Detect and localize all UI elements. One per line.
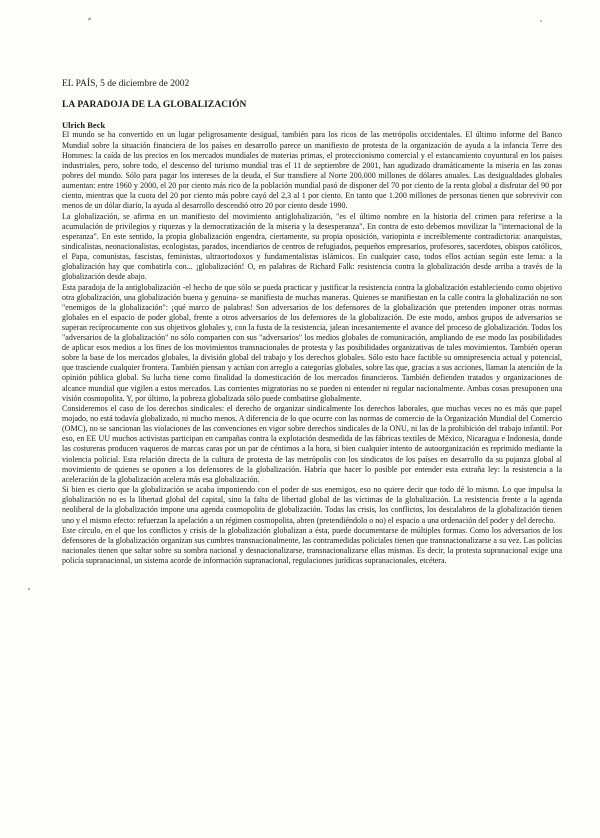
- article-paragraph: Este círculo, en el que los conflictos y crisis de la globalización globalizan a ésta, puede documentarse de múltiples formas. Como los adversarios de los defensores de la globalización organizan sus cumbres transnacionalmente, las contramedidas policiales tienen que transnacionalizarse a su vez. Las policías nacionales tienen que saltar sobre su sombra nacional y desnacionalizarse, transnacionalizarse ellas mismas. Es decir, la protesta supranacional exige una policía supranacional, un sistema acorde de información supranacional, regulaciones jurídicas supranacionales, etcétera.: [62, 526, 562, 566]
- article-paragraph: La globalización, se afirma en un manifiesto del movimiento antiglobalización, "es el último nombre en la historia del crimen para referirse a la acumulación de privilegios y riquezas y la democratización de la miseria y la desesperanza". En contra de esto debemos movilizar la "internacional de la esperanza". En este sentido, la propia globalización engendra, ciertamente, su propia oposición, variopinta e increíblemente contradictoria: anarquistas, sindicalistas, neonacionalistas, ecologistas, parados, incendiarios de centros de refugiados, pequeños empresarios, profesores, sacerdotes, obispos católicos, el Papa, comunistas, fascistas, feministas, ultraortodoxos y fundamentalistas islámicos. En cualquier caso, todos ellos actúan según este lema: a la globalización hay que combatirla con... ¡globalización! O, en palabras de Richard Falk: resistencia contra la globalización desde arriba a través de la globalización desde abajo.: [62, 211, 562, 282]
- scan-speck: [28, 588, 30, 590]
- article-paragraph: Esta paradoja de la antiglobalización -el hecho de que sólo se pueda practicar y justificar la resistencia contra la globalización estableciendo como objetivo otra globalización, una globalización buena y genuina- se manifiesta de muchas maneras. Quienes se manifiestan en la calle contra la globalización no son "enemigos de la globalización": ¡qué marco de palabras! Son adversarios de los defensores de la globalización que pretenden imponer otras normas globales en el espacio de poder global, frente a otros adversarios de los defensores de la globalización. De este modo, ambos grupos de adversarios se superan recíprocamente con sus objetivos globales y, con la fusta de la resistencia, jalean incesantemente el avance del proceso de globalización. Todos los "adversarios de la globalización" no sólo comparten con sus "adversarios" los medios globales de comunicación, ampliando de ese modo las posibilidades de aplicar esos medios a los fines de los movimientos transnacionales de protesta y las posibilidades organizativas de tales movimientos. También operan sobre la base de los mercados globales, la división global del trabajo y los derechos globales. Sólo esto hace factible su omnipresencia actual y potencial, que trasciende cualquier frontera. También piensan y actúan con arreglo a categorías globales, sobre las que, gracias a sus acciones, llaman la atención de la opinión pública global. Su lucha tiene como finalidad la domesticación de los mercados financieros. También defienden tratados y organizaciones de alcance mundial que vigilen a estos mercados. Las corrientes migratorias no se pueden ni entender ni regular nacionalmente. Ambas cosas presuponen una visión cosmopolita. Y, por último, la pobreza globalizada sólo puede combatirse globalmente.: [62, 282, 562, 403]
- article-paragraph: Si bien es cierto que la globalización se acaba imponiendo con el poder de sus enemigos, eso no quiere decir que todo dé lo mismo. Lo que impulsa la globalización no es la libertad global del capital, sino la falta de libertad global de las víctimas de la globalización. La resistencia frente a la agenda neoliberal de la globalización impone una agenda cosmopolita de globalización. Todas las crisis, los conflictos, los descalabros de la globalización tienen uno y el mismo efecto: refuerzan la apelación a un régimen cosmopolita, abren (pretendiéndolo o no) el espacio a una ordenación del poder y del derecho.: [62, 485, 562, 525]
- article-paragraph: El mundo se ha convertido en un lugar peligrosamente desigual, también para los ricos de las metrópolis occidentales. El último informe del Banco Mundial sobre la situación financiera de los países en desarrollo parece un manifiesto de protesta de la organización de ayuda a la infancia Terre des Hommes: la caída de los precios en los mercados mundiales de materias primas, el proteccionismo comercial y el estancamiento coyuntural en los países industriales, pero, sobre todo, el descenso del turismo mundial tras el 11 de septiembre de 2001, han agudizado dramáticamente la miseria en las zonas pobres del mundo. Sólo para pagar los intereses de la deuda, el Sur transfiere al Norte 200.000 millones de dólares anuales. Las desigualdades globales aumentan: entre 1960 y 2000, el 20 por ciento más rico de la población mundial pasó de disponer del 70 por ciento de la renta global a disfrutar del 90 por ciento, mientras que la cuota del 20 por ciento más pobre cayó del 2,3 al 1 por ciento. En tanto que 1.200 millones de personas tienen que sobrevivir con menos de un dólar diario, la ayuda al desarrollo descendió otro 20 por ciento desde 1990.: [62, 130, 562, 211]
- scan-speck: [88, 17, 92, 20]
- article-dateline: EL PAÍS, 5 de diciembre de 2002: [62, 79, 190, 89]
- article-author: Ulrich Beck: [62, 120, 106, 130]
- article-paragraph: Consideremos el caso de los derechos sindicales: el derecho de organizar sindicalmente los derechos laborales, que muchas veces no es más que papel mojado, no está todavía globalizado, ni mucho menos. A diferencia de lo que ocurre con las normas de comercio de la Organización Mundial del Comercio (OMC), no se sancionan las violaciones de las convenciones en vigor sobre derechos sindicales de la ONU, ni las de la prohibición del trabajo infantil. Por eso, en EE UU muchos activistas participan en campañas contra la explotación desmedida de las fábricas textiles de México, Nicaragua e Indonesia, donde las costureras producen vaqueros de marcas caras por un par de céntimos a la hora, si bien cualquier intento de autoorganización es reprimido mediante la violencia policial. Esta relación directa de la cultura de protesta de las metrópolis con los sindicatos de los países en desarrollo da su pujanza global al movimiento de quienes se oponen a los defensores de la globalización. Habría que hacer lo posible por entender esta extraña ley: la resistencia a la aceleración de la globalización acelera más esa globalización.: [62, 404, 562, 484]
- article: [62, 78, 562, 567]
- scan-speck: [540, 20, 542, 22]
- article-headline: LA PARADOJA DE LA GLOBALIZACIÓN: [62, 100, 247, 110]
